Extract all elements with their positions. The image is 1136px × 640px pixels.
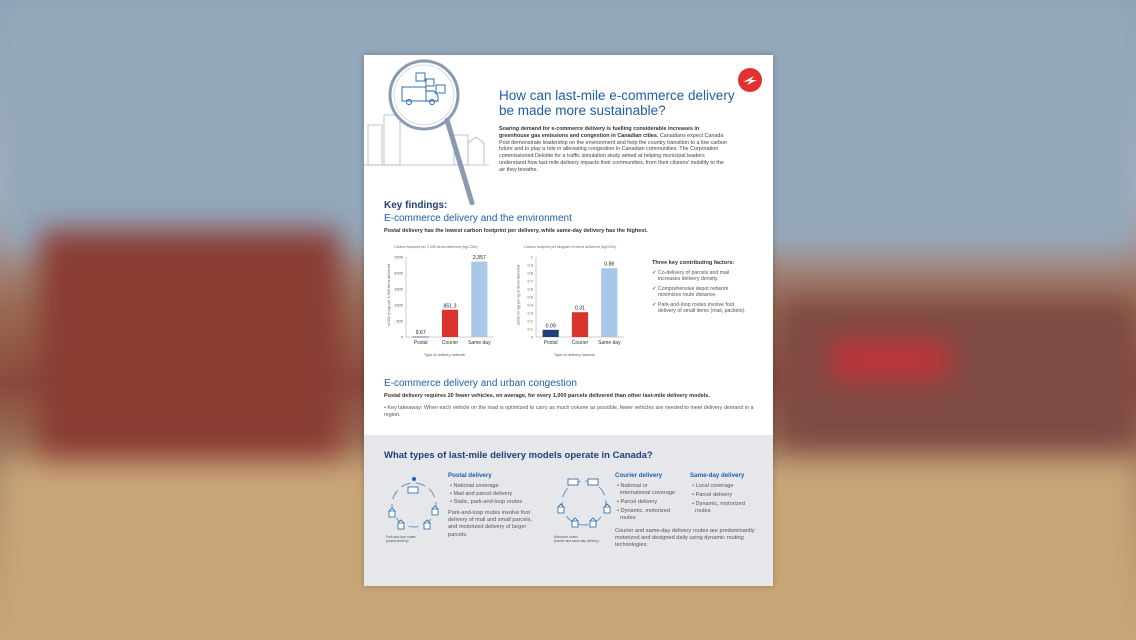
factor-item: ✓ Park-and-loop routes involve foot delivery of small items (mail, packets). [652,301,746,315]
category-label: Courier [441,340,459,346]
y-tick-label: 0.1 [527,326,533,332]
sameday-bullet: routes [695,508,711,514]
y-tick-label: 0.8 [527,270,533,276]
page-title: How can last-mile e-commerce delivery be made more sustainable? [499,88,735,118]
intro-paragraph: Soaring demand for e-commerce delivery is fuelling considerable increases in greenhouse gas emissions and congestion in Canadian cities. Canadians expect Canada Post demonstrate leadership on the environment and help the country transition to a low carbon future and to play a role in alleviating congestion in Canadian communities. The Corporation commissioned Deloitte for a traffic simulation study aimed at helping municipal leaders understand how last-mile delivery impacts their communities, from their citizens' mobility to the air they breathe. [499,126,728,173]
canada-post-logo [738,68,762,92]
chart-ylabel: eCO2 (in kg) per 1,000 items delivered [386,264,391,326]
bar [413,337,429,338]
bar-value-label: 2,357 [472,255,486,262]
postal-delivery-heading: Postal delivery [448,472,492,479]
y-tick-label: 500 [396,318,403,324]
category-label: Postal [543,340,558,346]
category-label: Postal [413,340,428,346]
urban-subheading: Postal delivery requires 20 fewer vehicles, on average, for every 1,000 parcels delivered than other last-mile delivery models. [384,393,710,399]
sameday-bullet: • Local coverage [692,483,734,489]
y-tick-label: 2000 [394,270,403,276]
chart-xlabel: Type of delivery network [554,353,595,357]
chart-title: Carbon footprint per kilogram of items delivered (kgCO2e) [524,245,617,249]
courier-bullet: international coverage [620,490,676,496]
postal-bullet: • National coverage [450,483,499,489]
bar-value-label: 851.3 [443,303,457,310]
magnifier-delivery-illustration [364,55,494,205]
diagram-label: (courier and same-day delivery) [554,539,599,543]
chart-plot [514,245,636,355]
courier-delivery-heading: Courier delivery [615,472,663,479]
y-tick-label: 2500 [394,254,403,260]
courier-bullet: • National or [617,483,648,489]
bar [442,310,458,337]
chart-title: Carbon footprint per 1,000 items delivered (kgCO2e) [394,245,478,249]
infographic-document [364,55,773,586]
check-icon: ✓ [652,270,657,276]
y-tick-label: 0.9 [527,262,533,268]
y-tick-label: 0.5 [527,294,533,300]
chart-ylabel: eCO2 (in kg) per kg of items delivered [516,264,521,326]
y-tick-label: 1 [530,254,533,260]
category-label: Same day [468,340,491,346]
bar [471,262,487,337]
factors-heading: Three key contributing factors: [652,260,735,266]
y-tick-label: 0.4 [527,302,533,308]
chart-per-1000-items [384,245,506,365]
diagram-label: (postal delivery) [386,539,409,543]
bar-value-label: 0.09 [545,323,556,330]
diagram-label: Park-and-loop routes [386,535,416,539]
courier-sameday-description: Courier and same-day delivery routes are predominantly motorized and designed daily using dynamic routing technologies. [615,528,755,549]
sameday-bullet: • Dynamic, motorized [692,501,745,507]
sameday-delivery-heading: Same-day delivery [690,472,745,479]
park-and-loop-diagram [384,475,444,535]
key-findings-heading: Key findings: [384,200,448,211]
y-tick-label: 0.3 [527,310,533,316]
y-tick-label: 0.6 [527,286,533,292]
category-label: Same day [598,340,621,346]
environment-heading: E-commerce delivery and the environment [384,213,572,224]
courier-bullet: • Parcel delivery [617,499,658,505]
bar-value-label: 0.31 [574,305,586,312]
chart-per-kg-items [514,245,636,365]
postal-bullet: • Mail and parcel delivery [450,491,513,497]
contributing-factors [652,260,752,317]
courier-bullet: routes [620,515,636,521]
y-tick-label: 1000 [394,302,403,308]
factor-item: ✓ Co-delivery of parcels and mail increases delivery density. [652,270,730,283]
check-icon: ✓ [652,285,657,292]
sameday-bullet: • Parcel delivery [692,492,733,498]
y-tick-label: 0.7 [527,278,533,284]
chart-plot [384,245,506,355]
y-tick-label: 0 [400,334,403,340]
check-icon: ✓ [652,301,657,308]
delivery-models-heading: What types of last-mile delivery models operate in Canada? [384,450,653,461]
bar [601,268,617,337]
motorized-routes-diagram [554,473,614,533]
bar-value-label: 9.67 [415,330,426,337]
delivery-models-section [364,435,773,586]
factor-item: ✓ Comprehensive depot network minimizes route distance. [652,285,729,299]
diagram-label: Motorized routes [554,535,578,539]
key-takeaway: • Key takeaway: When each vehicle on the road is optimized to carry as much volume as possible, fewer vehicles are needed to meet delivery demand in a region. [384,405,754,418]
bar [543,330,559,337]
y-tick-label: 0.2 [527,318,533,324]
y-tick-label: 0 [530,334,533,340]
postal-description: Park-and-loop routes involve foot delivery of mail and small parcels, and motorized delivery of larger parcels. [448,510,532,538]
environment-subheading: Postal delivery has the lowest carbon footprint per delivery, while same-day delivery has the highest. [384,228,648,234]
postal-bullet: • Static, park-and-loop routes [450,499,523,505]
category-label: Courier [571,340,589,346]
chart-xlabel: Type of delivery network [424,353,465,357]
urban-heading: E-commerce delivery and urban congestion [384,378,577,389]
y-tick-label: 1500 [394,286,403,292]
bar-value-label: 0.86 [604,261,615,268]
courier-bullet: • Dynamic, motorized [617,508,670,514]
bar [572,312,588,337]
